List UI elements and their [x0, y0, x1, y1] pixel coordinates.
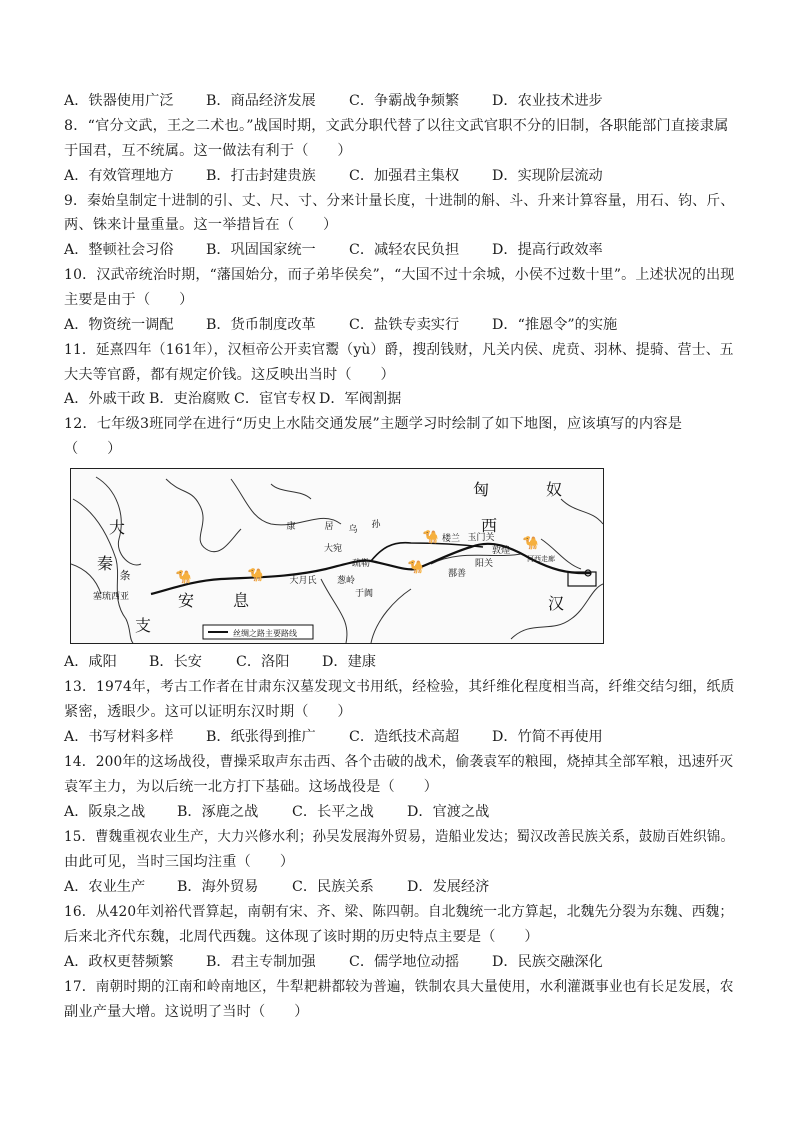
q12-stem-line-2: （ ）	[64, 441, 122, 457]
map-label: 大月氏	[289, 576, 317, 586]
option-d[interactable]: D．发展经济	[407, 879, 490, 895]
option-d[interactable]: D．官渡之战	[407, 804, 490, 820]
map-legend	[203, 625, 313, 639]
silk-road-north-branch	[371, 543, 483, 561]
q11-stem-line-1: 11．延熹四年（161年），汉桓帝公开卖官鬻（yù）爵，搜刮钱财，凡关内侯、虎贲、羽林、提骑、营士、五	[64, 342, 734, 358]
option-d[interactable]: D．农业技术进步	[492, 93, 603, 109]
map-label: 匈	[472, 480, 490, 499]
q10-stem-line-2: 主要是由于（ ）	[64, 292, 194, 308]
map-drawing	[71, 469, 603, 643]
option-a[interactable]: A．农业生产	[64, 879, 146, 895]
q9-stem-line-2: 两、铢来计量重量。这一举措旨在（ ）	[64, 217, 338, 233]
option-c[interactable]: C．儒学地位动摇	[349, 954, 460, 970]
legend-label: 丝绸之路主要路线	[233, 629, 297, 638]
q17-stem-line-1: 17．南朝时期的江南和岭南地区，牛犁耙耕都较为普遍，铁制农具大量使用，水利灌溉事业也有长足发展，农	[64, 979, 734, 995]
camel-icon: 🐪	[422, 530, 440, 545]
option-b[interactable]: B．打击封建贵族	[206, 168, 316, 184]
option-b[interactable]: B．长安	[149, 654, 202, 670]
option-c[interactable]: C．长平之战	[292, 804, 374, 820]
option-c[interactable]: C．争霸战争频繁	[349, 93, 460, 109]
map-label: 安	[177, 591, 195, 610]
map-label: 楼兰	[441, 534, 461, 544]
q16-stem-line-1: 16．从420年刘裕代晋算起，南朝有宋、齐、梁、陈四朝。自北魏统一北方算起，北魏先分裂为东魏、西魏；	[64, 904, 734, 920]
option-b[interactable]: B．纸张得到推广	[206, 729, 316, 745]
map-label: 康	[286, 522, 296, 532]
option-c[interactable]: C．造纸技术高超	[349, 729, 460, 745]
q12-stem-line-1: 12．七年级3班同学在进行“历史上水陆交通发展”主题学习时绘制了如下地图，应该填写的内容是	[64, 416, 683, 432]
option-a[interactable]: A．物资统一调配	[64, 317, 174, 333]
map-label: 乌	[348, 525, 358, 535]
map-label: 西	[480, 516, 498, 535]
map-label: 大	[108, 518, 126, 537]
map-label: 息	[232, 591, 250, 610]
option-b[interactable]: B．货币制度改革	[206, 317, 316, 333]
option-a[interactable]: A．整顿社会习俗	[64, 242, 174, 258]
q9-stem-line-1: 9．秦始皇制定十进制的引、丈、尺、寸、分来计量长度，十进制的斛、斗、升来计算容量，用石、钧、斤、	[64, 193, 735, 209]
option-d[interactable]: D．民族交融深化	[492, 954, 603, 970]
camel-icon: 🐪	[522, 536, 540, 551]
option-d[interactable]: D．提高行政效率	[492, 242, 603, 258]
option-b[interactable]: B．吏治腐败	[149, 391, 231, 407]
option-c[interactable]: C．盐铁专卖实行	[349, 317, 460, 333]
q14-stem-line-2: 袁军主力，为以后统一北方打下基础。这场战役是（ ）	[64, 779, 439, 795]
option-d[interactable]: D．竹简不再使用	[492, 729, 603, 745]
q14-stem-line-1: 14．200年的这场战役，曹操采取声东击西、各个击破的战术，偷袭袁军的粮囤，烧掉其全部军粮，迅速歼灭	[64, 754, 734, 770]
map-label: 塞琉西亚	[92, 592, 130, 602]
q11-stem-line-2: 大夫等官爵，都有规定价钱。这反映出当时（ ）	[64, 367, 395, 383]
map-label: 支	[134, 616, 152, 635]
option-c[interactable]: C．洛阳	[236, 654, 290, 670]
camel-icon: 🐪	[247, 568, 265, 583]
q8-stem-line-2: 于国君，互不统属。这一做法有利于（ ）	[64, 143, 352, 159]
q15-stem-line-1: 15．曹魏重视农业生产，大力兴修水利；孙吴发展海外贸易，造船业发达；蜀汉改善民族关系，鼓励百姓织锦。	[64, 829, 735, 845]
option-c[interactable]: C．减轻农民负担	[349, 242, 460, 258]
map-label: 河西走廊	[527, 555, 555, 563]
map-label: 玉门关	[467, 533, 495, 543]
silk-road-map	[70, 468, 604, 644]
option-a[interactable]: A．有效管理地方	[64, 168, 174, 184]
option-a[interactable]: A．外戚干政	[64, 391, 146, 407]
q13-stem-line-2: 紧密，透眼少。这可以证明东汉时期（ ）	[64, 704, 352, 720]
option-b[interactable]: B．君主专制加强	[206, 954, 316, 970]
map-label: 葱岭	[336, 576, 356, 586]
map-label: 大宛	[323, 544, 343, 554]
option-b[interactable]: B．巩固国家统一	[206, 242, 316, 258]
q8-stem-line-1: 8．“官分文武，王之二术也。”战国时期，文武分职代替了以往文武官职不分的旧制，各职能部门直接隶属	[64, 118, 729, 134]
option-a[interactable]: A．书写材料多样	[64, 729, 174, 745]
camel-icon: 🐪	[175, 570, 193, 585]
q10-stem-line-1: 10．汉武帝统治时期，“藩国始分，而子弟毕侯矣”，“大国不过十余城，小侯不过数十里”。上述状况的出现	[64, 267, 735, 283]
option-d[interactable]: D．军阀割据	[319, 391, 402, 407]
map-label: 条	[119, 569, 131, 582]
map-label: 于阗	[354, 589, 374, 599]
option-c[interactable]: C．宦官专权	[234, 391, 316, 407]
option-a[interactable]: A．阪泉之战	[64, 804, 146, 820]
option-d[interactable]: D．实现阶层流动	[492, 168, 603, 184]
map-label: 汉	[547, 594, 565, 613]
map-label: 奴	[545, 480, 563, 499]
q16-stem-line-2: 后来北齐代东魏，北周代西魏。这体现了该时期的历史特点主要是（ ）	[64, 929, 539, 945]
map-label: 阳关	[474, 559, 494, 569]
q17-stem-line-2: 副业产量大增。这说明了当时（ ）	[64, 1004, 309, 1020]
option-a[interactable]: A．政权更替频繁	[64, 954, 174, 970]
option-b[interactable]: B．涿鹿之战	[177, 804, 259, 820]
map-label: 敦煌	[491, 546, 511, 556]
option-b[interactable]: B．商品经济发展	[206, 93, 316, 109]
option-c[interactable]: C．加强君主集权	[349, 168, 460, 184]
map-label: 孙	[371, 520, 381, 530]
option-d[interactable]: D．“推恩令”的实施	[492, 317, 618, 333]
map-label: 秦	[96, 554, 114, 573]
option-b[interactable]: B．海外贸易	[177, 879, 259, 895]
q15-stem-line-2: 由此可见，当时三国均注重（ ）	[64, 854, 295, 870]
q13-stem-line-1: 13．1974年，考古工作者在甘肃东汉墓发现文书用纸，经检验，其纤维化程度相当高，纤维交结匀细，纸质	[64, 679, 735, 695]
option-a[interactable]: A．铁器使用广泛	[64, 93, 174, 109]
map-label: 疏勒	[351, 559, 371, 569]
option-c[interactable]: C．民族关系	[292, 879, 374, 895]
map-label: 鄯善	[447, 569, 467, 579]
option-d[interactable]: D．建康	[322, 654, 376, 670]
camel-icon: 🐪	[407, 560, 425, 575]
map-label: 居	[324, 522, 334, 532]
option-a[interactable]: A．咸阳	[64, 654, 117, 670]
